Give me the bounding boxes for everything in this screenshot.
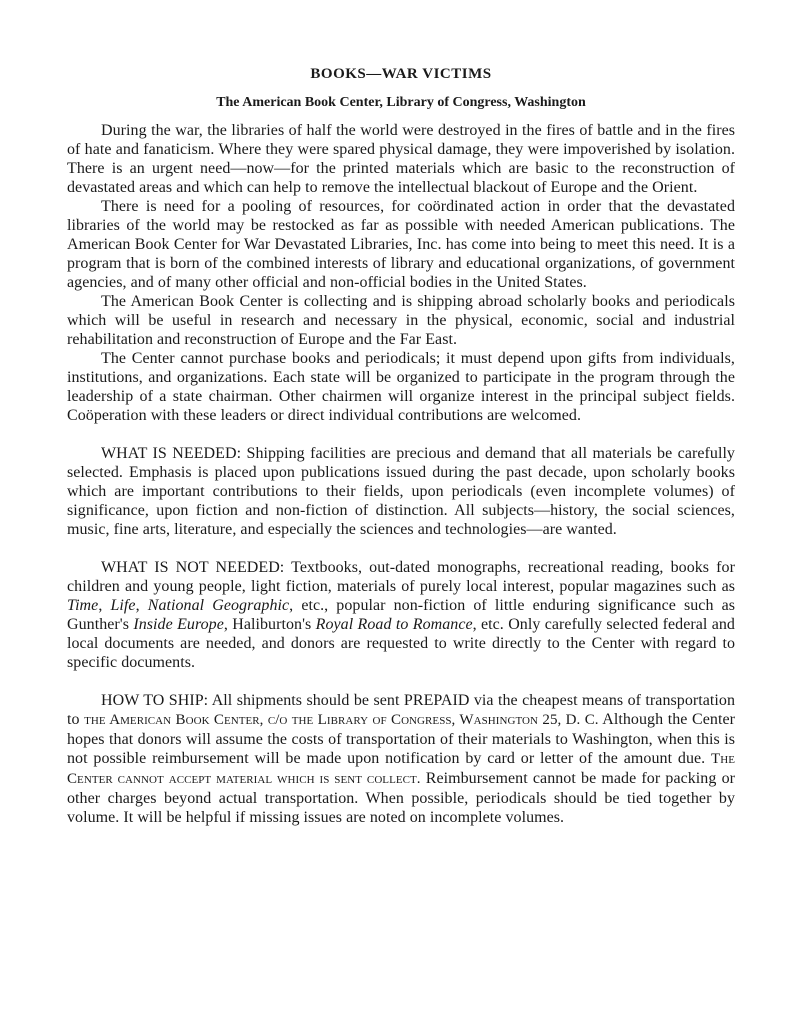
paragraph-what-is-not-needed — [67, 558, 735, 672]
ship-text-1: HOW TO SHIP: All shipments should be sent PREPAID via the cheapest means of transportation to — [67, 692, 735, 728]
magazine-title-national-geographic: National Geographic — [147, 597, 290, 614]
separator: , — [98, 597, 111, 614]
shipping-address: the American Book Center, c/o the Library of Congress, Washington 25, D. C. — [84, 712, 599, 728]
document-page — [67, 66, 735, 827]
page-title: BOOKS—WAR VICTIMS — [310, 66, 492, 82]
paragraph-pooling: There is need for a pooling of resources, for coördinated action in order that the devastated libraries of the world may be restocked as far as possible with needed American publications. The American Book Center for War Devastated Libraries, Inc. has come into being to meet this need. It is a program that is born of the combined interests of library and educational organizations, of government agencies, and of many other official and non-official bodies in the United States. — [67, 198, 735, 291]
magazine-title-life: Life — [110, 597, 136, 614]
paragraph-how-to-ship — [67, 691, 735, 827]
paragraph-intro: During the war, the libraries of half the world were destroyed in the fires of battle and in the fires of hate and fanaticism. Where they were spared physical damage, they were impoverished by isolation. There is an urgent need—now—for the printed materials which are basic to the reconstruction of devastated areas and which can help to remove the intellectual blackout of Europe and the Orient. — [67, 122, 735, 196]
collect-notice: The Center cannot accept material which is sent collect. — [67, 751, 735, 787]
ship-text-3: Reimbursement cannot be made for packing or other charges beyond actual transportation. When possible, periodicals should be tied together by volume. It will be helpful if missing issues are noted on incomplete volumes. — [67, 770, 735, 826]
paragraph-gifts: The Center cannot purchase books and periodicals; it must depend upon gifts from individuals, institutions, and organizations. Each state will be organized to participate in the program through the leadership of a state chairman. Other chairmen will organize interest in the principal subject fields. Coöperation with these leaders or direct individual contributions are welcomed. — [67, 350, 735, 424]
book-title-inside-europe: Inside Europe — [133, 616, 224, 633]
magazine-title-time: Time — [67, 597, 99, 614]
not-needed-text-1: WHAT IS NOT NEEDED: Textbooks, out-dated monographs, recreational reading, books for children and young people, light fiction, materials of purely local interest, popular magazines such as — [67, 559, 735, 595]
paragraph-what-is-needed: WHAT IS NEEDED: Shipping facilities are precious and demand that all materials be carefully selected. Emphasis is placed upon publications issued during the past decade, upon scholarly books which are important contributions to their fields, upon periodicals (even incomplete volumes) of significance, upon fiction and non-fiction of distinction. All subjects—history, the social sciences, music, fine arts, literature, and especially the sciences and technologies—are wanted. — [67, 445, 735, 538]
ship-text-2: Although the Center hopes that donors will assume the costs of transportation of their materials to Washington, when this is not possible reimbursement will be made upon notification by card or letter of the amount due. — [67, 711, 735, 767]
paragraph-collecting: The American Book Center is collecting and is shipping abroad scholarly books and periodicals which will be useful in research and necessary in the physical, economic, social and industrial rehabilitation and reconstruction of Europe and the Far East. — [67, 293, 735, 348]
book-title-royal-road: Royal Road to Romance — [315, 616, 473, 633]
separator: , — [135, 597, 148, 614]
not-needed-text-2: , etc., popular non-fiction of little enduring significance such as Gunther's — [67, 597, 736, 633]
page-subtitle: The American Book Center, Library of Congress, Washington — [216, 95, 586, 110]
not-needed-text-4: , etc. Only carefully selected federal and local documents are needed, and donors are requested to write directly to the Center with regard to specific documents. — [67, 616, 735, 671]
not-needed-text-3: , Haliburton's — [223, 616, 316, 633]
